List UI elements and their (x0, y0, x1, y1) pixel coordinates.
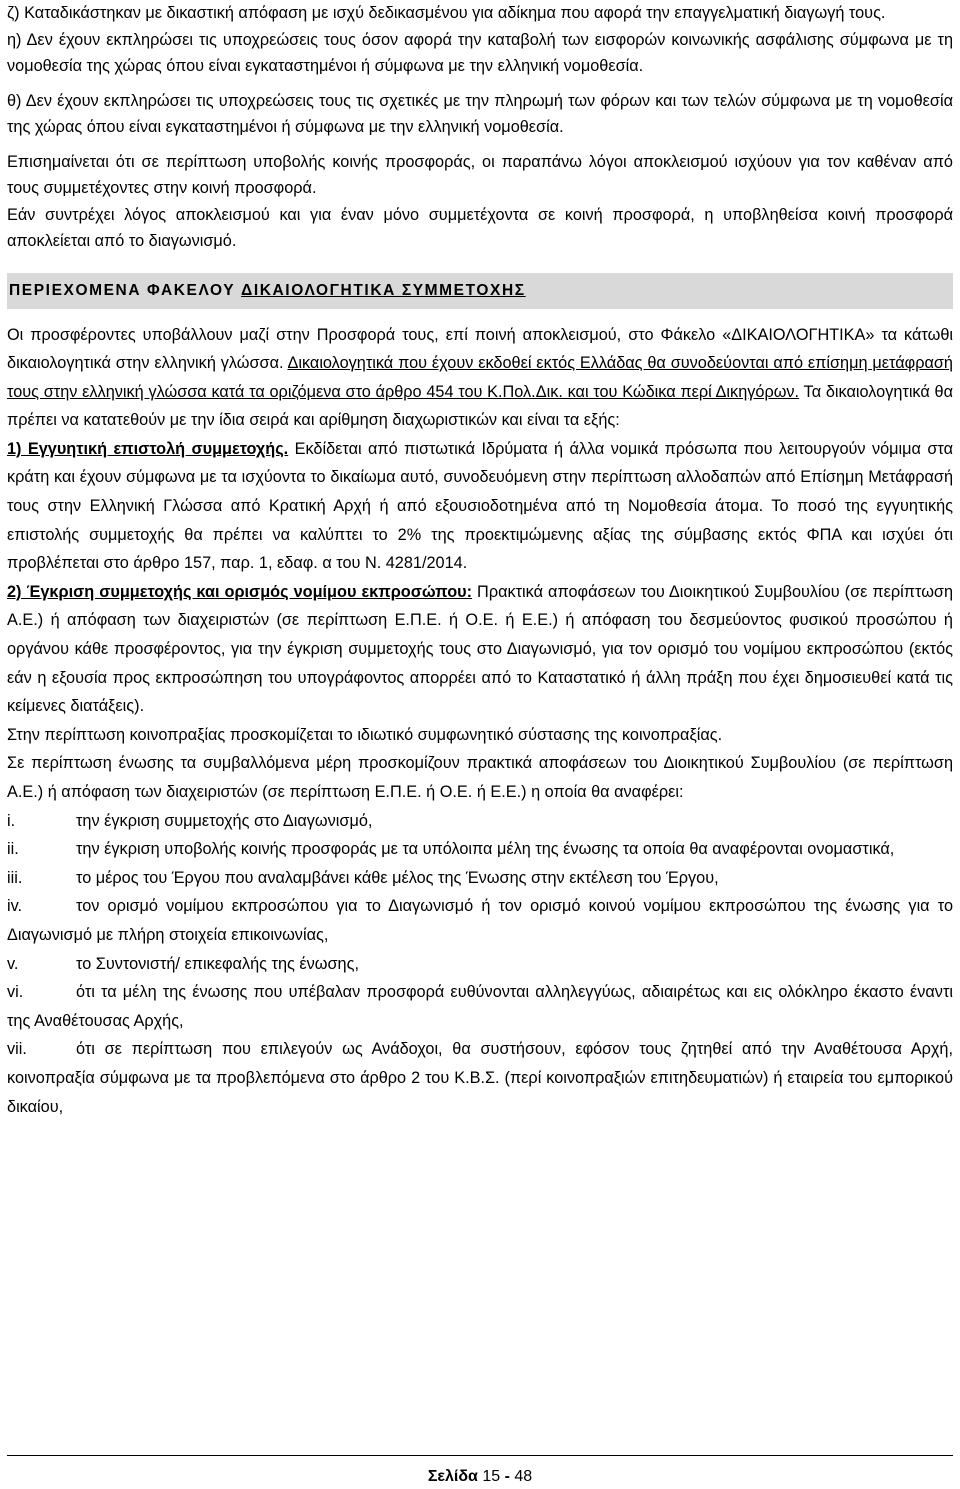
intro-text-1: Οι προσφέροντες υποβάλλουν μαζί στην Προσφορά τους, επί ποινή αποκλεισμού, στο Φάκελο «ΔΙΚΑΙΟΛΟΓΗΤΙΚΑ» τα κάτωθι δικαιολογητικά στην ελληνική γλώσσα. (7, 325, 953, 373)
union-paragraph: Σε περίπτωση ένωσης τα συμβαλλόμενα μέρη προσκομίζουν πρακτικά αποφάσεων του Διοικητικού Συμβουλίου (σε περίπτωση Α.Ε.) ή απόφαση των διαχειριστών (σε περίπτωση Ε.Π.Ε. ή Ο.Ε. ή Ε.Ε.) η οποία θα αναφέρει: (7, 754, 953, 801)
footer-page-number: 15 (482, 1468, 501, 1485)
list-item (7, 950, 953, 979)
list-item (7, 835, 953, 864)
list-item (7, 1035, 953, 1121)
intro-paragraph (7, 321, 953, 435)
item-2-title: 2) Έγκριση συμμετοχής και ορισμός νομίμου εκπροσώπου: (7, 582, 473, 601)
intro-text-3: Τα δικαιολογητικά θα πρέπει να κατατεθούν με την ίδια σειρά και αρίθμηση διαχωριστικών και είναι τα εξής: (7, 382, 953, 430)
paragraph-theta: θ) Δεν έχουν εκπληρώσει τις υποχρεώσεις τους τις σχετικές με την πληρωμή των φόρων και των τελών σύμφωνα με τη νομοθεσία της χώρας όπου είναι εγκαταστημένοι ή σύμφωνα με την ελληνική νομοθεσία. (7, 91, 953, 136)
list-item-number: vi. (7, 983, 24, 1002)
list-item-number: vii. (7, 1040, 27, 1059)
list-item-text: το Συντονιστή/ επικεφαλής της ένωσης, (76, 954, 359, 973)
item-1-text: Εκδίδεται από πιστωτικά Ιδρύματα ή άλλα νομικά πρόσωπα που λειτουργούν νόμιμα στα κράτη και έχουν σύμφωνα με τα ισχύοντα το δικαίωμα αυτό, συνοδευόμενη στην περίπτωση αλλοδαπών από Επίσημη Μετάφρασή τους στην Ελληνική Γλώσσα από Κρατική Αρχή ή από εξουσιοδοτημένα από τη Νομοθεσία άτομα. Το ποσό της εγγυητικής επιστολής συμμετοχής θα πρέπει να καλύπτει το 2% της προεκτιμώμενης αξίας της σύμβασης εκτός ΦΠΑ και ισχύει ότι προβλέπεται στο άρθρο 157, παρ. 1, εδαφ. α του Ν. 4281/2014. (7, 439, 953, 573)
footer-total-pages: 48 (514, 1468, 533, 1485)
list-item (7, 892, 953, 949)
section-heading-part2: ΔΙΚΑΙΟΛΟΓΗΤΙΚΑ ΣΥΜΜΕΤΟΧΗΣ (241, 281, 526, 299)
item-2-paragraph (7, 578, 953, 721)
item-1-paragraph (7, 435, 953, 578)
section-heading-part1: ΠΕΡΙΕΧΟΜΕΝΑ ΦΑΚΕΛΟΥ (9, 281, 242, 299)
list-item-number: ii. (7, 840, 19, 859)
paragraph-zeta: ζ) Καταδικάστηκαν με δικαστική απόφαση με ισχύ δεδικασμένου για αδίκημα που αφορά την επαγγελματική διαγωγή τους. (7, 4, 886, 22)
list-item-number: i. (7, 811, 16, 830)
document-page (7, 0, 953, 1121)
footer-divider (7, 1455, 953, 1456)
page-footer (0, 1468, 960, 1486)
footer-separator: - (504, 1468, 510, 1485)
list-item-text: ότι τα μέλη της ένωσης που υπέβαλαν προσφορά ευθύνονται αλληλεγγύως, αδιαιρέτως και εις ολόκληρο έκαστο έναντι της Αναθέτουσας Αρχής, (7, 983, 953, 1030)
list-item-text: την έγκριση υποβολής κοινής προσφοράς με τα υπόλοιπα μέλη της ένωσης τα οποία θα αναφέρονται ονομαστικά, (76, 840, 895, 859)
list-item-number: v. (7, 954, 19, 973)
paragraph-eta: η) Δεν έχουν εκπληρώσει τις υποχρεώσεις τους όσον αφορά την καταβολή των εισφορών κοινωνικής ασφάλισης σύμφωνα με τη νομοθεσία της χώρας όπου είναι εγκαταστημένοι ή σύμφωνα με την ελληνική νομοθεσία. (7, 30, 953, 75)
footer-label: Σελίδα (427, 1468, 478, 1485)
list-item (7, 978, 953, 1035)
union-decision-list (7, 807, 953, 1122)
list-item (7, 807, 953, 836)
list-item-text: την έγκριση συμμετοχής στο Διαγωνισμό, (76, 811, 373, 830)
joint-offer-note: Επισημαίνεται ότι σε περίπτωση υποβολής κοινής προσφοράς, οι παραπάνω λόγοι αποκλεισμού ισχύουν για τον καθέναν από τους συμμετέχοντες στην κοινή προσφορά. (7, 152, 953, 197)
list-item-text: το μέρος του Έργου που αναλαμβάνει κάθε μέλος της Ένωσης στην εκτέλεση του Έργου, (76, 868, 719, 887)
list-item-number: iii. (7, 868, 23, 887)
exclusion-note: Εάν συντρέχει λόγος αποκλεισμού και για έναν μόνο συμμετέχοντα σε κοινή προσφορά, η υποβληθείσα κοινή προσφορά αποκλείεται από το διαγωνισμό. (7, 205, 953, 250)
item-1-title: 1) Εγγυητική επιστολή συμμετοχής. (7, 439, 289, 458)
intro-text-2: Δικαιολογητικά που έχουν εκδοθεί εκτός Ελλάδας θα συνοδεύονται από επίσημη μετάφρασή τους στην ελληνική γλώσσα κατά τα οριζόμενα στο άρθρο 454 του Κ.Πολ.Δικ. και του Κώδικα περί Δικηγόρων. (7, 354, 953, 401)
list-item-text: ότι σε περίπτωση που επιλεγούν ως Ανάδοχοι, θα συστήσουν, εφόσον τους ζητηθεί από την Αναθέτουσα Αρχή, κοινοπραξία σύμφωνα με τα προβλεπόμενα στο άρθρο 2 του Κ.Β.Σ. (περί κοινοπραξιών επιτηδευματιών) ή εταιρεία του εμπορικού δικαίου, (7, 1040, 953, 1116)
consortium-paragraph: Στην περίπτωση κοινοπραξίας προσκομίζεται το ιδιωτικό συμφωνητικό σύστασης της κοινοπραξίας. (7, 725, 723, 744)
section-heading (7, 273, 953, 309)
list-item (7, 864, 953, 893)
item-2-text: Πρακτικά αποφάσεων του Διοικητικού Συμβουλίου (σε περίπτωση Α.Ε.) ή απόφαση των διαχειριστών (σε περίπτωση Ε.Π.Ε. ή Ο.Ε. ή Ε.Ε.) ή απόφαση του δεσμεύοντος φυσικού προσώπου ή οργάνου κάθε προσφέροντος, για την έγκριση συμμετοχής τους στο Διαγωνισμό, για τον ορισμό του νομίμου εκπροσώπου (εκτός εάν η εξουσία προς εκπροσώπηση του υπογράφοντος απορρέει από το Καταστατικό ή άλλη πράξη που έχει δημοσιευθεί κατά τις κείμενες διατάξεις). (7, 582, 954, 716)
list-item-number: iv. (7, 897, 23, 916)
list-item-text: τον ορισμό νομίμου εκπροσώπου για το Διαγωνισμό ή τον ορισμό κοινού νομίμου εκπροσώπου της ένωσης για το Διαγωνισμό με πλήρη στοιχεία επικοινωνίας, (7, 897, 953, 944)
